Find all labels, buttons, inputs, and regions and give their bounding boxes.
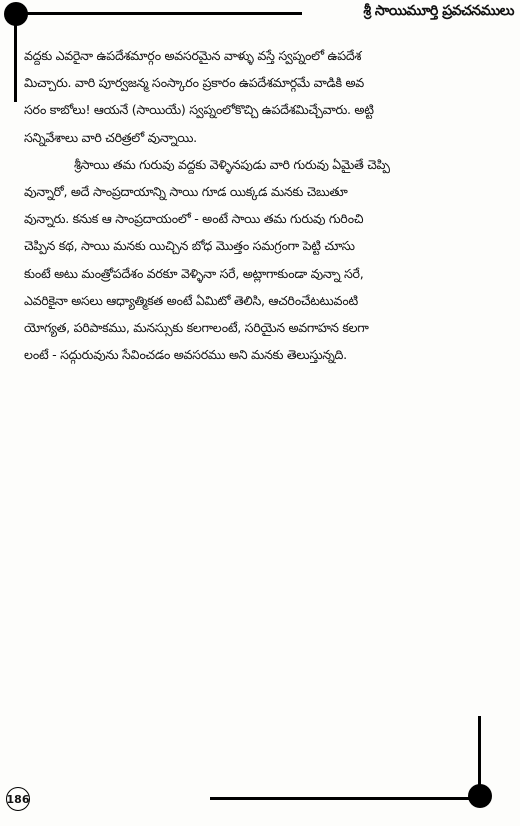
text-line: వున్నారు. కనుక ఆ సాంప్రదాయంలో - అంటే సాయి తమ గురువు గురించి xyxy=(24,211,364,227)
text-line: చెప్పిన కథ, సాయి మనకు యిచ్చిన బోధ మొత్తం సమగ్రంగా పెట్టి చూసు xyxy=(24,238,355,254)
text-line: వద్దకు ఎవరైనా ఉపదేశమార్గం అవసరమైన వాళ్ళు వస్తే స్వప్నంలో ఉపదేశ xyxy=(24,48,362,63)
page-number: 186 xyxy=(6,787,30,811)
paragraph-2 xyxy=(24,151,486,369)
body-text xyxy=(24,42,486,368)
text-line: సన్నివేశాలు వారి చరిత్రలో వున్నాయి. xyxy=(24,129,197,145)
paragraph-1 xyxy=(24,42,486,151)
right-rule xyxy=(478,716,481,786)
text-line: ఎవరికైనా అసలు ఆధ్యాత్మికత అంటే ఏమిటో తెలిసి, ఆచరించేటటువంటి xyxy=(24,292,358,308)
text-line: కుంటే అటు మంత్రోపదేశం వరకూ వెళ్ళినా సరే, అట్లాగాకుండా వున్నా సరే, xyxy=(24,265,364,281)
text-line: యోగ్యత, పరిపాకము, మనస్సుకు కలగాలంటే, సరియైన అవగాహన కలగా xyxy=(24,320,369,336)
top-rule xyxy=(16,12,302,15)
text-line: శ్రీసాయి తమ గురువు వద్దకు వెళ్ళినపుడు వారి గురువు ఏమైతే చెప్పి xyxy=(74,156,390,172)
corner-ornament-bottom-right xyxy=(468,784,492,808)
text-line: వున్నారో, అదే సాంప్రదాయాన్ని సాయి గూడ యిక్కడ మనకు చెబుతూ xyxy=(24,184,348,200)
running-head: శ్రీ సాయిమూర్తి ప్రవచనములు xyxy=(363,3,514,19)
left-rule xyxy=(14,14,17,102)
text-line: మిచ్చారు. వారి పూర్వజన్మ సంస్కారం ప్రకారం ఉపదేశమార్గమే వాడికి అవ xyxy=(24,75,364,91)
text-line: లంటే - సద్గురువును సేవించడం అవసరము అని మనకు తెలుస్తున్నది. xyxy=(24,347,347,363)
text-line: సరం కాబోలు! ఆయనే (సాయియే) స్వప్నంలోకొచ్చి ఉపదేశమిచ్చేవారు. అట్టి xyxy=(24,102,374,118)
bottom-rule xyxy=(210,797,472,800)
